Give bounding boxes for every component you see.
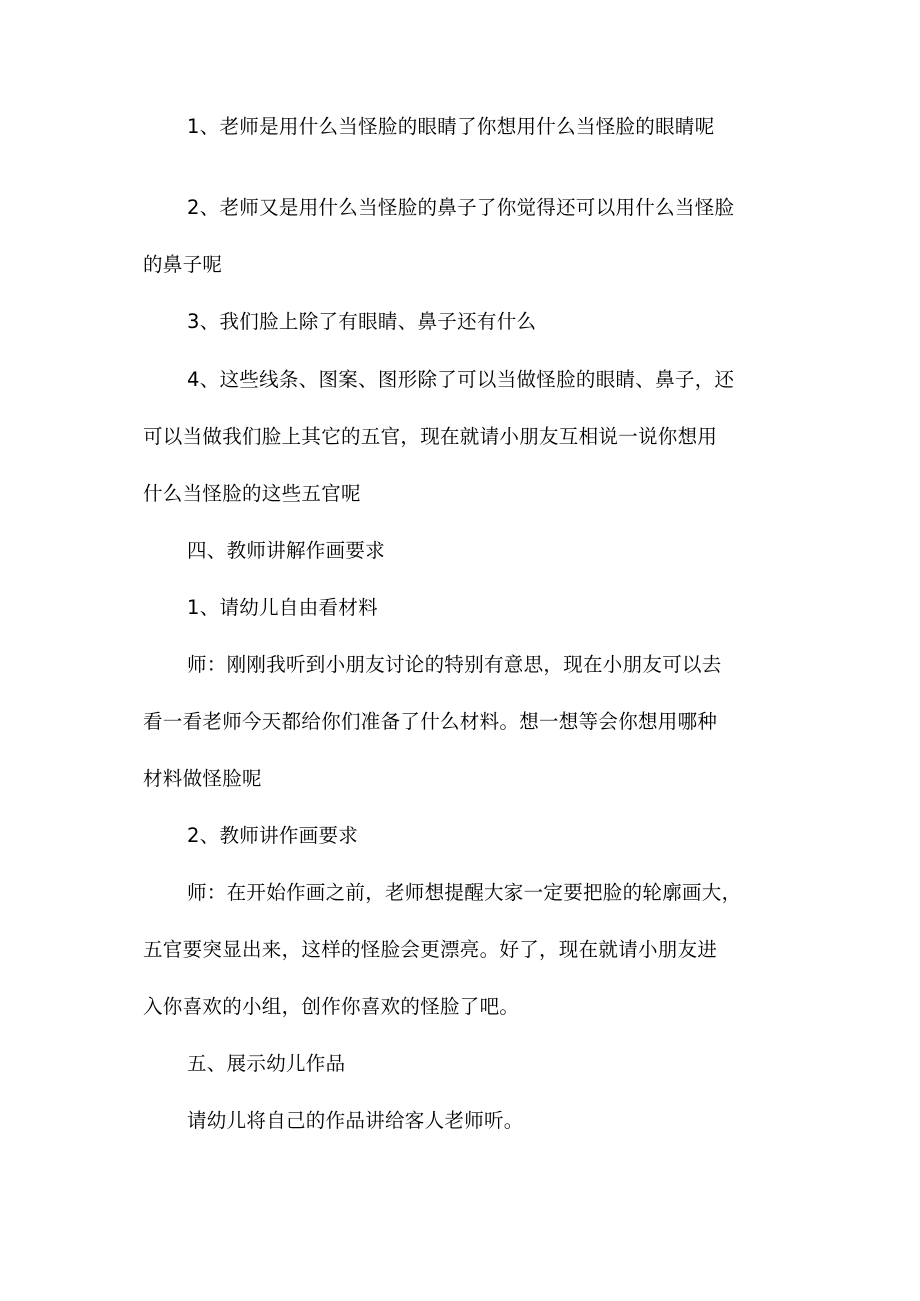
text-line-teacher1-cont2: 材料做怪脸呢 [143,767,262,790]
text-line-teacher1: 师：刚刚我听到小朋友讨论的特别有意思，现在小朋友可以去 [187,653,722,676]
text-line-teacher2-cont2: 入你喜欢的小组，创作你喜欢的怪脸了吧。 [143,995,520,1018]
text-line-q4-cont1: 可以当做我们脸上其它的五官，现在就请小朋友互相说一说你想用 [143,425,718,448]
text-line-step1: 1、请幼儿自由看材料 [187,596,378,619]
text-line-q2-cont: 的鼻子呢 [143,253,223,276]
section-heading-4: 四、教师讲解作画要求 [187,539,386,562]
text-line-final: 请幼儿将自己的作品讲给客人老师听。 [187,1109,524,1132]
section-heading-5: 五、展示幼儿作品 [187,1052,346,1075]
text-line-teacher2-cont1: 五官要突显出来，这样的怪脸会更漂亮。好了，现在就请小朋友进 [143,938,718,961]
text-line-q2: 2、老师又是用什么当怪脸的鼻子了你觉得还可以用什么当怪脸 [187,196,735,219]
text-line-q3: 3、我们脸上除了有眼睛、鼻子还有什么 [187,310,537,333]
text-line-q1: 1、老师是用什么当怪脸的眼睛了你想用什么当怪脸的眼睛呢 [187,115,715,138]
text-line-q4-cont2: 什么当怪脸的这些五官呢 [143,482,361,505]
text-line-q4: 4、这些线条、图案、图形除了可以当做怪脸的眼睛、鼻子，还 [187,368,735,391]
text-line-teacher2: 师：在开始作画之前，老师想提醒大家一定要把脸的轮廓画大， [187,881,742,904]
text-line-step2: 2、教师讲作画要求 [187,824,359,847]
text-line-teacher1-cont1: 看一看老师今天都给你们准备了什么材料。想一想等会你想用哪种 [143,710,718,733]
